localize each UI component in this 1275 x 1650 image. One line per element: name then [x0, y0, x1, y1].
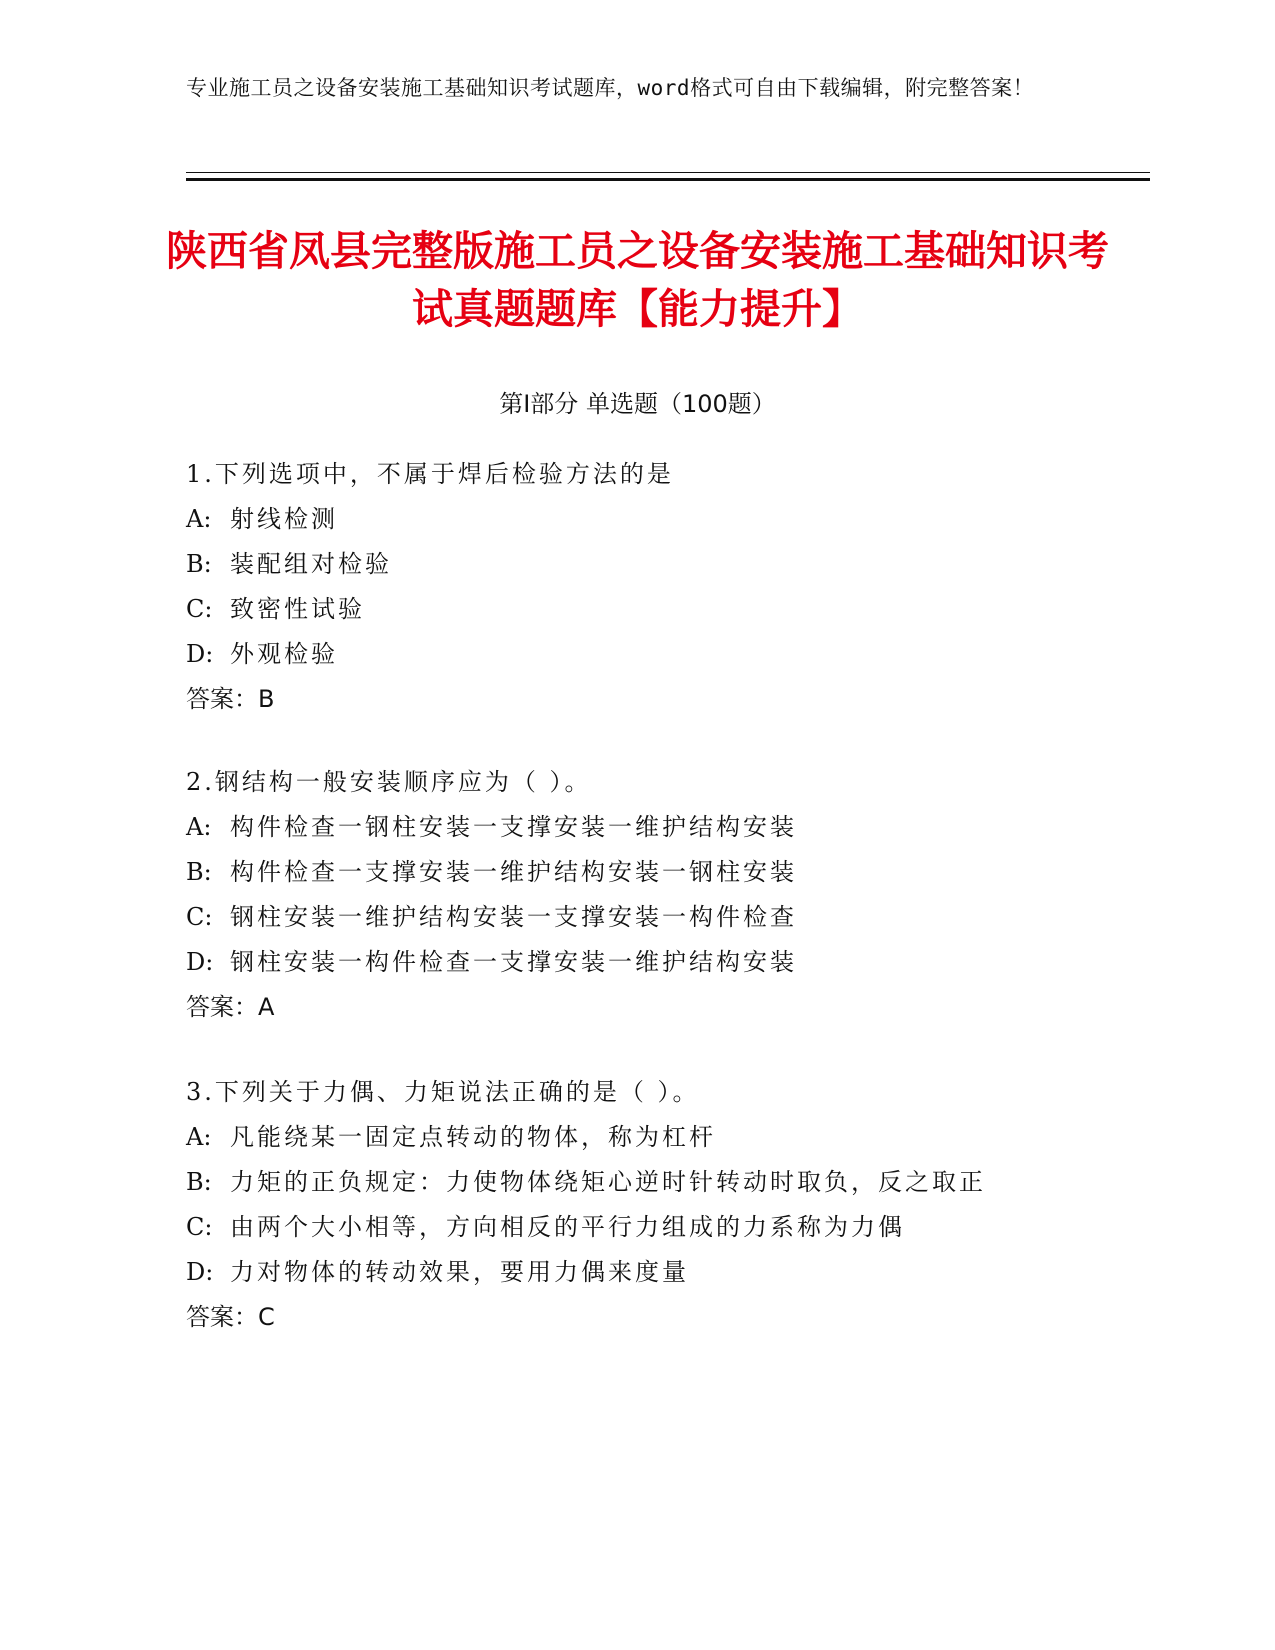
option-d — [186, 1250, 1086, 1295]
option-b — [186, 1160, 1086, 1205]
option-letter: A: — [186, 1123, 212, 1151]
option-a — [186, 1115, 1086, 1160]
option-letter: D: — [186, 1258, 214, 1286]
option-letter: B: — [186, 550, 212, 578]
option-letter: D: — [186, 640, 214, 668]
section-heading: 第Ⅰ部分 单选题（100题） — [499, 390, 776, 418]
option-text: 钢柱安装一维护结构安装一支撑安装一构件检查 — [230, 903, 797, 931]
option-c — [186, 587, 1086, 632]
option-letter: D: — [186, 948, 214, 976]
option-text: 构件检查一支撑安装一维护结构安装一钢柱安装 — [230, 858, 797, 886]
option-b — [186, 542, 1086, 587]
option-text: 凡能绕某一固定点转动的物体，称为杠杆 — [230, 1123, 716, 1151]
option-letter: A: — [186, 505, 212, 533]
document-title: 陕西省凤县完整版施工员之设备安装施工基础知识考试真题题库【能力提升】 — [166, 227, 1109, 333]
option-b — [186, 850, 1086, 895]
answer-line: 答案：A — [186, 993, 275, 1021]
question-1 — [186, 452, 1086, 722]
option-text: 钢柱安装一构件检查一支撑安装一维护结构安装 — [230, 948, 797, 976]
answer-line: 答案：B — [186, 685, 275, 713]
answer-line: 答案：C — [186, 1303, 275, 1331]
question-stem: 1.下列选项中，不属于焊后检验方法的是 — [186, 460, 674, 488]
option-text: 致密性试验 — [230, 595, 365, 623]
question-2 — [186, 760, 1086, 1030]
option-text: 力矩的正负规定：力使物体绕矩心逆时针转动时取负，反之取正 — [230, 1168, 986, 1196]
option-text: 构件检查一钢柱安装一支撑安装一维护结构安装 — [230, 813, 797, 841]
option-letter: B: — [186, 1168, 212, 1196]
option-d — [186, 940, 1086, 985]
option-c — [186, 1205, 1086, 1250]
option-letter: B: — [186, 858, 212, 886]
question-stem: 3.下列关于力偶、力矩说法正确的是（ ）。 — [186, 1078, 700, 1106]
option-d — [186, 632, 1086, 677]
header-divider-thin — [186, 172, 1150, 173]
option-text: 射线检测 — [230, 505, 338, 533]
option-letter: C: — [186, 1213, 213, 1241]
header-divider-thick — [186, 178, 1150, 181]
option-letter: C: — [186, 903, 213, 931]
question-3 — [186, 1070, 1086, 1340]
option-text: 力对物体的转动效果，要用力偶来度量 — [230, 1258, 689, 1286]
option-text: 装配组对检验 — [230, 550, 392, 578]
header-note: 专业施工员之设备安装施工基础知识考试题库，word格式可自由下载编辑，附完整答案！ — [186, 76, 1035, 100]
option-a — [186, 497, 1086, 542]
option-text: 由两个大小相等，方向相反的平行力组成的力系称为力偶 — [230, 1213, 905, 1241]
question-stem: 2.钢结构一般安装顺序应为（ ）。 — [186, 768, 592, 796]
option-text: 外观检验 — [230, 640, 338, 668]
option-a — [186, 805, 1086, 850]
option-letter: C: — [186, 595, 213, 623]
option-letter: A: — [186, 813, 212, 841]
option-c — [186, 895, 1086, 940]
